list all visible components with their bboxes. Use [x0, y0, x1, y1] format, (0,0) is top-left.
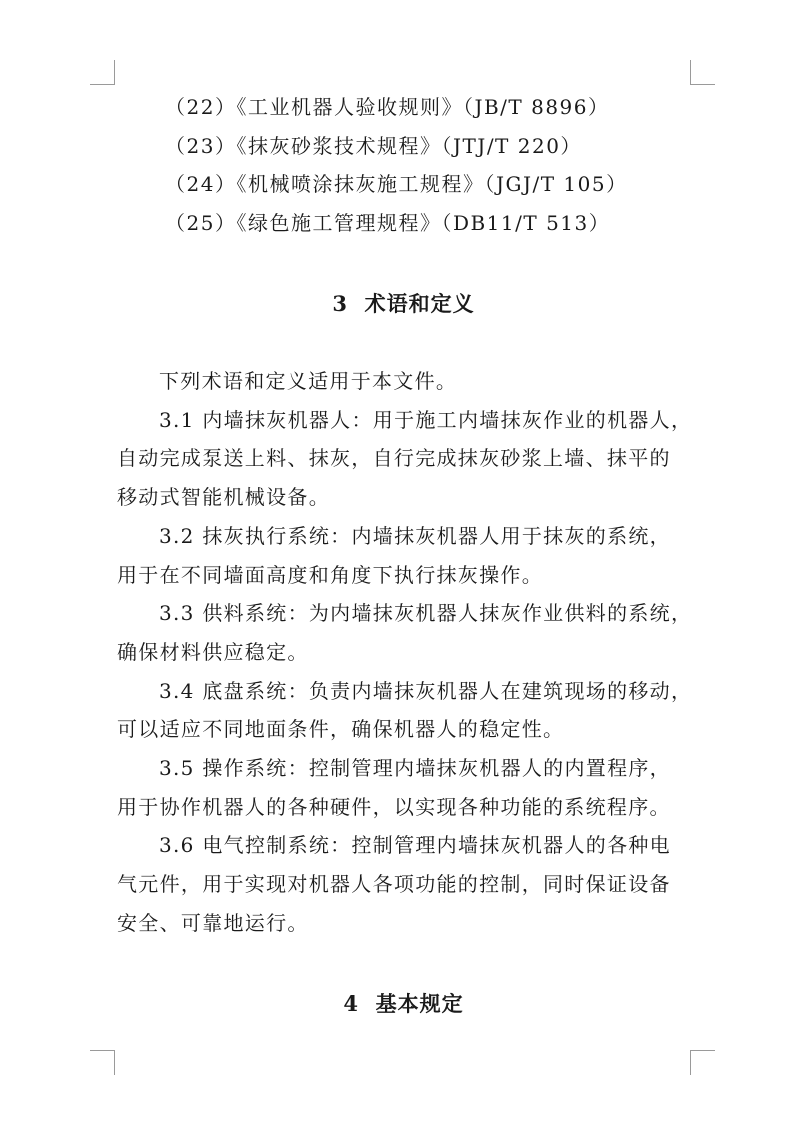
- term-line: 移动式智能机械设备。: [117, 485, 330, 510]
- term-line: 3.3 供料系统：为内墙抹灰机器人抹灰作业供料的系统，: [159, 601, 693, 626]
- intro-paragraph: 下列术语和定义适用于本文件。: [159, 369, 458, 393]
- reference-item: （25）《绿色施工管理规程》（DB11/T 513）: [165, 210, 611, 235]
- term-3-1: [117, 401, 712, 517]
- term-line: 自动完成泵送上料、抹灰，自行完成抹灰砂浆上墙、抹平的: [117, 446, 671, 471]
- reference-item: （23）《抹灰砂浆技术规程》（JTJ/T 220）: [165, 133, 582, 158]
- term-line: 可以适应不同地面条件，确保机器人的稳定性。: [117, 717, 565, 742]
- term-line: 用于在不同墙面高度和角度下执行抹灰操作。: [117, 562, 543, 587]
- term-3-5: [117, 749, 712, 826]
- section-4-heading: 4 基本规定: [343, 991, 464, 1016]
- section-3-heading: 3 术语和定义: [332, 291, 475, 316]
- term-line: 用于协作机器人的各种硬件，以实现各种功能的系统程序。: [117, 794, 671, 819]
- crop-mark-top-left: [90, 60, 115, 85]
- crop-mark-top-right: [690, 60, 715, 85]
- term-line: 气元件，用于实现对机器人各项功能的控制，同时保证设备: [117, 872, 671, 897]
- term-line: 安全、可靠地运行。: [117, 910, 309, 935]
- term-3-2: [117, 517, 712, 594]
- term-3-3: [117, 594, 712, 671]
- term-line: 3.5 操作系统：控制管理内墙抹灰机器人的内置程序，: [159, 756, 671, 781]
- reference-list: [165, 92, 628, 246]
- term-3-4: [117, 672, 712, 749]
- reference-item: （24）《机械喷涂抹灰施工规程》（JGJ/T 105）: [165, 172, 628, 196]
- term-line: 3.1 内墙抹灰机器人：用于施工内墙抹灰作业的机器人，: [159, 407, 693, 432]
- term-line: 3.2 抹灰执行系统：内墙抹灰机器人用于抹灰的系统，: [159, 523, 671, 548]
- term-3-6: [117, 826, 712, 942]
- crop-mark-bottom-right: [690, 1050, 715, 1075]
- section-3-body: [117, 362, 712, 943]
- crop-mark-bottom-left: [90, 1050, 115, 1075]
- term-line: 3.6 电气控制系统：控制管理内墙抹灰机器人的各种电: [159, 833, 671, 858]
- term-line: 确保材料供应稳定。: [117, 639, 309, 664]
- reference-item: （22）《工业机器人验收规则》（JB/T 8896）: [165, 95, 610, 119]
- term-line: 3.4 底盘系统：负责内墙抹灰机器人在建筑现场的移动，: [159, 678, 693, 703]
